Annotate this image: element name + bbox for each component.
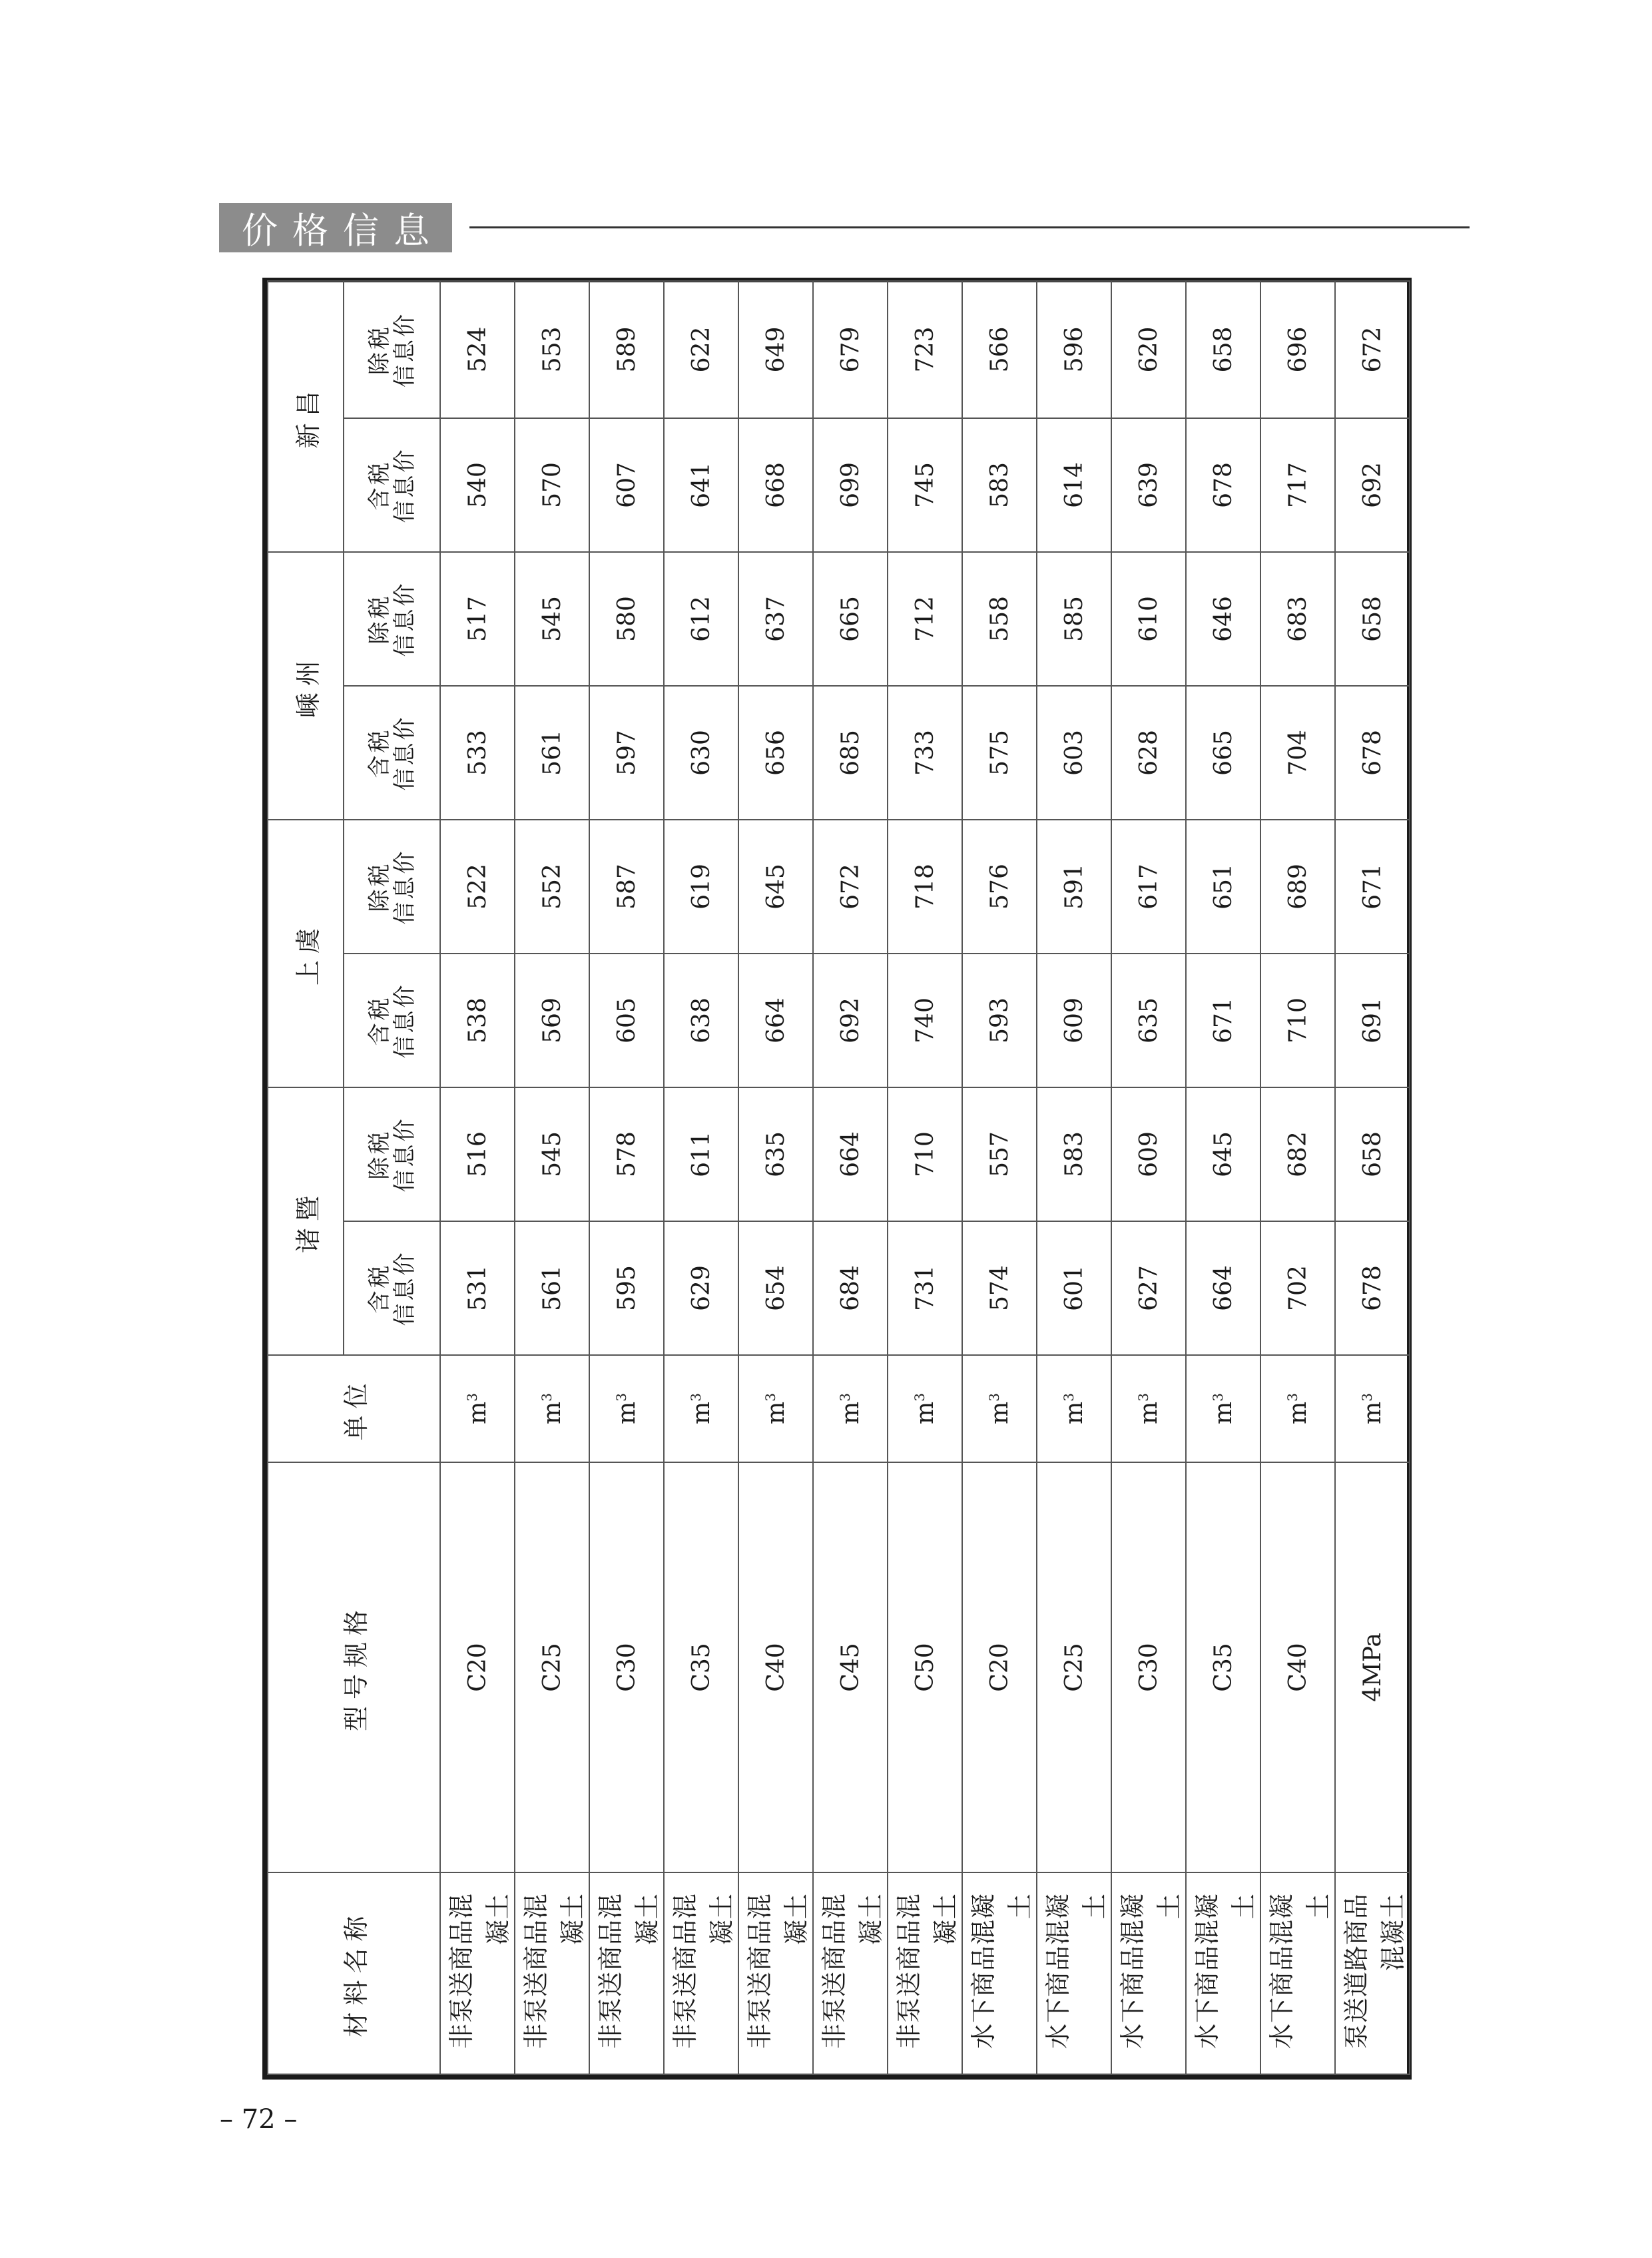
header-price-without-tax: 除税 信息价 [344,1087,440,1221]
price-without-tax: 545 [515,1087,589,1221]
price-without-tax: 645 [738,820,813,954]
material-spec: C35 [1186,1462,1260,1872]
table-row [515,281,589,2074]
unit-symbol: m [538,1401,566,1424]
header-price-with-tax: 含税 信息价 [344,1221,440,1355]
header-price-without-tax: 除税 信息价 [344,281,440,418]
header-region: 上虞 [268,820,344,1087]
price-without-tax: 723 [888,281,962,418]
material-spec: C50 [888,1462,962,1872]
price-with-tax: 583 [962,418,1037,552]
price-without-tax: 664 [813,1087,888,1221]
price-with-tax: 531 [440,1221,515,1355]
price-without-tax: 710 [888,1087,962,1221]
material-spec: C20 [440,1462,515,1872]
material-spec: C30 [589,1462,664,1872]
price-without-tax: 591 [1037,820,1111,954]
material-spec: C40 [738,1462,813,1872]
price-with-tax: 740 [888,954,962,1087]
price-with-tax: 628 [1111,686,1186,820]
material-name: 非泵送商品混凝土 [738,1872,813,2074]
price-without-tax: 658 [1335,552,1410,686]
price-with-tax: 702 [1260,1221,1335,1355]
material-unit [589,1355,664,1462]
header-row-regions [268,281,344,2074]
price-without-tax: 587 [589,820,664,954]
price-with-tax: 609 [1037,954,1111,1087]
table-row [440,281,515,2074]
price-without-tax: 516 [440,1087,515,1221]
unit-symbol: m [613,1401,641,1424]
price-with-tax: 684 [813,1221,888,1355]
price-with-tax: 635 [1111,954,1186,1087]
header-name: 材料名称 [268,1872,440,2074]
price-without-tax: 679 [813,281,888,418]
price-without-tax: 637 [738,552,813,686]
material-spec: C20 [962,1462,1037,1872]
price-without-tax: 658 [1186,281,1260,418]
price-table-container [267,282,1407,2075]
table-row [1260,281,1335,2074]
material-spec: C30 [1111,1462,1186,1872]
header-spec: 型号规格 [268,1462,440,1872]
price-without-tax: 635 [738,1087,813,1221]
price-without-tax: 671 [1335,820,1410,954]
price-with-tax: 699 [813,418,888,552]
table-row [888,281,962,2074]
price-with-tax: 731 [888,1221,962,1355]
price-without-tax: 619 [664,820,738,954]
header-region: 嵊州 [268,552,344,820]
price-without-tax: 566 [962,281,1037,418]
price-without-tax: 689 [1260,820,1335,954]
material-spec: C35 [664,1462,738,1872]
price-with-tax: 533 [440,686,515,820]
price-without-tax: 580 [589,552,664,686]
price-without-tax: 596 [1037,281,1111,418]
table-row [738,281,813,2074]
price-without-tax: 718 [888,820,962,954]
unit-symbol: m [1209,1401,1237,1424]
unit-symbol: m [1135,1401,1163,1424]
header-rule [469,226,1470,228]
price-without-tax: 585 [1037,552,1111,686]
table-row [1186,281,1260,2074]
material-spec: C40 [1260,1462,1335,1872]
material-name: 非泵送商品混凝土 [589,1872,664,2074]
material-unit [1260,1355,1335,1462]
price-without-tax: 622 [664,281,738,418]
price-with-tax: 630 [664,686,738,820]
price-with-tax: 678 [1335,686,1410,820]
header-price-with-tax: 含税 信息价 [344,954,440,1087]
price-with-tax: 745 [888,418,962,552]
price-with-tax: 605 [589,954,664,1087]
price-table [267,280,1410,2075]
unit-exponent: 3 [1135,1393,1151,1402]
header-price-with-tax: 含税 信息价 [344,686,440,820]
price-without-tax: 578 [589,1087,664,1221]
table-row [1037,281,1111,2074]
unit-symbol: m [762,1401,790,1424]
price-with-tax: 638 [664,954,738,1087]
price-with-tax: 678 [1186,418,1260,552]
material-name: 非泵送商品混凝土 [664,1872,738,2074]
unit-exponent: 3 [687,1393,704,1402]
material-name: 非泵送商品混凝土 [440,1872,515,2074]
unit-symbol: m [1060,1401,1088,1424]
price-with-tax: 664 [738,954,813,1087]
header-price-without-tax: 除税 信息价 [344,552,440,686]
unit-symbol: m [1284,1401,1312,1424]
header-unit: 单位 [268,1355,440,1462]
unit-exponent: 3 [1358,1393,1375,1402]
section-title: 价格信息 [242,209,444,252]
price-without-tax: 682 [1260,1087,1335,1221]
material-spec: C25 [515,1462,589,1872]
price-without-tax: 620 [1111,281,1186,418]
price-with-tax: 597 [589,686,664,820]
header-region: 诸暨 [268,1087,344,1355]
price-without-tax: 545 [515,552,589,686]
price-without-tax: 609 [1111,1087,1186,1221]
price-without-tax: 646 [1186,552,1260,686]
price-with-tax: 685 [813,686,888,820]
price-with-tax: 561 [515,1221,589,1355]
price-with-tax: 654 [738,1221,813,1355]
material-unit [1111,1355,1186,1462]
material-name: 水下商品混凝土 [1186,1872,1260,2074]
table-body [440,281,1410,2074]
price-without-tax: 552 [515,820,589,954]
price-with-tax: 574 [962,1221,1037,1355]
price-with-tax: 717 [1260,418,1335,552]
price-without-tax: 649 [738,281,813,418]
table-row [589,281,664,2074]
material-name: 非泵送商品混凝土 [813,1872,888,2074]
material-spec: C45 [813,1462,888,1872]
price-with-tax: 601 [1037,1221,1111,1355]
unit-exponent: 3 [538,1393,555,1402]
table-row [962,281,1037,2074]
price-with-tax: 692 [1335,418,1410,552]
table-row [813,281,888,2074]
unit-symbol: m [911,1401,939,1424]
price-with-tax: 538 [440,954,515,1087]
header-region: 新昌 [268,281,344,552]
material-spec: C25 [1037,1462,1111,1872]
header-price-without-tax: 除税 信息价 [344,820,440,954]
material-name: 水下商品混凝土 [1111,1872,1186,2074]
price-with-tax: 603 [1037,686,1111,820]
header-price-with-tax: 含税 信息价 [344,418,440,552]
price-with-tax: 668 [738,418,813,552]
price-without-tax: 524 [440,281,515,418]
table-row [664,281,738,2074]
material-name: 非泵送商品混凝土 [888,1872,962,2074]
price-with-tax: 641 [664,418,738,552]
price-with-tax: 678 [1335,1221,1410,1355]
price-with-tax: 691 [1335,954,1410,1087]
price-without-tax: 557 [962,1087,1037,1221]
price-with-tax: 607 [589,418,664,552]
price-without-tax: 612 [664,552,738,686]
unit-symbol: m [687,1401,715,1424]
price-with-tax: 629 [664,1221,738,1355]
price-with-tax: 671 [1186,954,1260,1087]
price-without-tax: 517 [440,552,515,686]
material-name: 水下商品混凝土 [1037,1872,1111,2074]
price-without-tax: 610 [1111,552,1186,686]
material-unit [664,1355,738,1462]
price-without-tax: 672 [813,820,888,954]
table-row [1111,281,1186,2074]
price-with-tax: 733 [888,686,962,820]
price-with-tax: 614 [1037,418,1111,552]
material-unit [1037,1355,1111,1462]
unit-exponent: 3 [1060,1393,1077,1402]
table-row [1335,281,1410,2074]
material-unit [1186,1355,1260,1462]
price-with-tax: 575 [962,686,1037,820]
material-name: 水下商品混凝土 [1260,1872,1335,2074]
section-banner [219,203,452,252]
price-without-tax: 617 [1111,820,1186,954]
price-without-tax: 522 [440,820,515,954]
page-number: – 72 – [220,2104,298,2135]
price-with-tax: 704 [1260,686,1335,820]
unit-symbol: m [985,1401,1013,1424]
unit-exponent: 3 [836,1393,853,1402]
price-with-tax: 569 [515,954,589,1087]
price-without-tax: 583 [1037,1087,1111,1221]
material-unit [738,1355,813,1462]
material-spec: 4MPa [1335,1462,1410,1872]
price-with-tax: 627 [1111,1221,1186,1355]
price-without-tax: 665 [813,552,888,686]
price-with-tax: 692 [813,954,888,1087]
price-without-tax: 553 [515,281,589,418]
price-without-tax: 651 [1186,820,1260,954]
price-with-tax: 665 [1186,686,1260,820]
material-name: 泵送道路商品混凝土 [1335,1872,1410,2074]
material-unit [515,1355,589,1462]
price-without-tax: 658 [1335,1087,1410,1221]
material-unit [440,1355,515,1462]
price-without-tax: 645 [1186,1087,1260,1221]
unit-exponent: 3 [613,1393,629,1402]
unit-exponent: 3 [1284,1393,1300,1402]
price-with-tax: 710 [1260,954,1335,1087]
unit-exponent: 3 [463,1393,480,1402]
price-without-tax: 589 [589,281,664,418]
unit-exponent: 3 [1209,1393,1226,1402]
unit-symbol: m [463,1401,491,1424]
price-without-tax: 576 [962,820,1037,954]
material-unit [962,1355,1037,1462]
material-name: 非泵送商品混凝土 [515,1872,589,2074]
material-unit [813,1355,888,1462]
price-with-tax: 540 [440,418,515,552]
price-with-tax: 656 [738,686,813,820]
price-without-tax: 696 [1260,281,1335,418]
material-unit [1335,1355,1410,1462]
price-without-tax: 558 [962,552,1037,686]
price-with-tax: 561 [515,686,589,820]
price-with-tax: 570 [515,418,589,552]
price-without-tax: 712 [888,552,962,686]
unit-exponent: 3 [762,1393,778,1402]
unit-symbol: m [1358,1401,1386,1424]
material-name: 水下商品混凝土 [962,1872,1037,2074]
unit-symbol: m [836,1401,864,1424]
price-with-tax: 639 [1111,418,1186,552]
price-without-tax: 611 [664,1087,738,1221]
price-with-tax: 664 [1186,1221,1260,1355]
material-unit [888,1355,962,1462]
price-without-tax: 672 [1335,281,1410,418]
price-with-tax: 593 [962,954,1037,1087]
price-without-tax: 683 [1260,552,1335,686]
price-with-tax: 595 [589,1221,664,1355]
unit-exponent: 3 [911,1393,928,1402]
unit-exponent: 3 [985,1393,1002,1402]
